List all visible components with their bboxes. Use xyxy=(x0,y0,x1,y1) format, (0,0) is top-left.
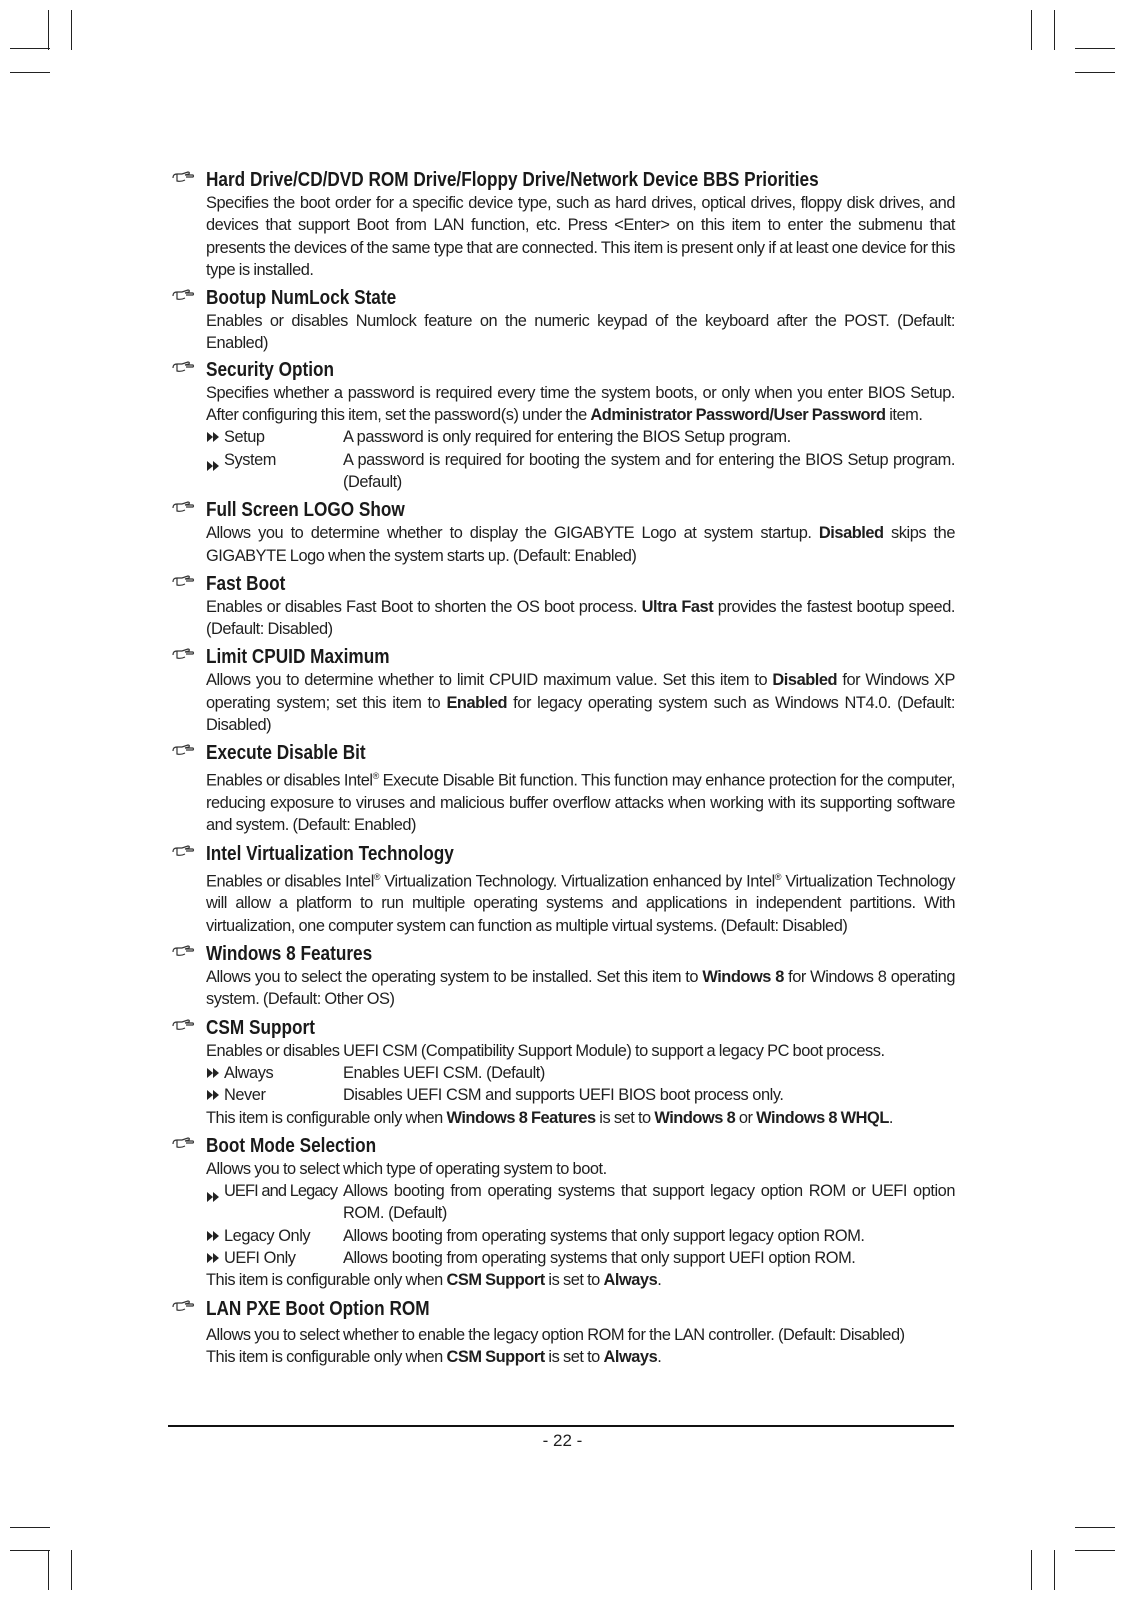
option-row: Setup A password is only required for entering the BIOS Setup program. xyxy=(206,426,955,448)
manual-content xyxy=(171,168,955,1371)
option-row: Legacy Only Allows booting from operating systems that only support legacy option ROM. xyxy=(206,1225,955,1247)
crop-mark xyxy=(1075,1550,1115,1551)
item-description: Enables or disables Intel® Execute Disable Bit function. This function may enhance protection for the computer, reducing exposure to viruses and malicious buffer overflow attacks when working with its supporting software and system. (Default: Enabled) xyxy=(206,771,955,835)
bios-item xyxy=(171,1297,955,1369)
item-title: CSM Support xyxy=(206,1016,315,1039)
pointing-hand-icon xyxy=(171,1135,195,1151)
crop-mark xyxy=(1075,48,1115,49)
pointing-hand-icon xyxy=(171,287,195,303)
item-note: This item is configurable only when Windows 8 Features is set to Windows 8 or Windows 8 WHQL. xyxy=(206,1108,894,1127)
item-title: Bootup NumLock State xyxy=(206,287,397,310)
double-arrow-icon xyxy=(206,426,224,448)
pointing-hand-icon xyxy=(171,169,195,185)
crop-mark xyxy=(1054,10,1055,50)
item-title: Boot Mode Selection xyxy=(206,1134,377,1157)
item-note: This item is configurable only when CSM Support is set to Always. xyxy=(206,1271,662,1290)
item-description: Specifies whether a password is required every time the system boots, or only when you enter BIOS Setup. After configuring this item, set the password(s) under the Administrator Password/User Password item. xyxy=(206,383,955,425)
item-description: Allows you to determine whether to limit CPUID maximum value. Set this item to Disabled for Windows XP operating system; set this item to Enabled for legacy operating system such as Windows NT4.0. (Default: Disabled) xyxy=(206,671,956,735)
pointing-hand-icon xyxy=(171,742,195,758)
crop-mark xyxy=(1031,10,1032,50)
option-row: System A password is required for booting the system and for entering the BIOS Setup program. (Default) xyxy=(206,449,955,494)
double-arrow-icon xyxy=(206,1247,224,1269)
crop-mark xyxy=(10,72,50,73)
item-description: Enables or disables Intel® Virtualization Technology. Virtualization enhanced by Intel® Virtualization Technology will allow a platform to run multiple operating systems and applications in independent partitions. With virtualization, one computer system can function as multiple virtual systems. (Default: Disabled) xyxy=(206,871,955,935)
bios-item xyxy=(171,168,955,281)
pointing-hand-icon xyxy=(171,646,195,662)
item-title: Execute Disable Bit xyxy=(206,742,366,765)
pointing-hand-icon xyxy=(171,843,195,859)
bios-item xyxy=(171,358,955,493)
item-title: Fast Boot xyxy=(206,572,286,595)
bios-item xyxy=(171,286,955,355)
crop-mark xyxy=(1031,1550,1032,1590)
item-title: Full Screen LOGO Show xyxy=(206,499,405,522)
pointing-hand-icon xyxy=(171,499,195,515)
item-title: Limit CPUID Maximum xyxy=(206,646,390,669)
crop-mark xyxy=(48,1550,49,1590)
double-arrow-icon xyxy=(206,1180,224,1208)
item-description: Specifies the boot order for a specific device type, such as hard drives, optical drives, floppy disk drives, and devices that support Boot from LAN function, etc. Press <Enter> on this item to enter the submenu that presents the devices of the same type that are connected. This item is present only if at least one device for this type is installed. xyxy=(206,194,955,279)
item-description: Allows you to determine whether to display the GIGABYTE Logo at system startup. Disabled skips the GIGABYTE Logo when the system starts up. (Default: Enabled) xyxy=(206,524,955,565)
item-description: Allows you to select which type of operating system to boot. xyxy=(206,1159,607,1178)
double-arrow-icon xyxy=(206,1225,224,1247)
crop-mark xyxy=(10,1550,50,1551)
crop-mark xyxy=(48,10,49,50)
bios-item xyxy=(171,572,955,641)
item-title: Security Option xyxy=(206,358,335,381)
bios-item xyxy=(171,1016,955,1129)
item-description: Enables or disables Fast Boot to shorten the OS boot process. Ultra Fast provides the fastest bootup speed. (Default: Disabled) xyxy=(206,597,955,639)
double-arrow-icon xyxy=(206,1062,224,1084)
item-description: Allows you to select the operating system to be installed. Set this item to Windows 8 for Windows 8 operating system. (Default: Other OS) xyxy=(206,968,955,1009)
bios-item xyxy=(171,741,955,836)
double-arrow-icon xyxy=(206,449,224,477)
double-arrow-icon xyxy=(206,1084,224,1106)
page-number: - 22 - xyxy=(542,1431,583,1450)
item-description: Enables or disables UEFI CSM (Compatibility Support Module) to support a legacy PC boot process. xyxy=(206,1041,885,1060)
bios-item xyxy=(171,645,955,736)
crop-mark xyxy=(10,1527,50,1528)
bios-item xyxy=(171,498,955,567)
crop-mark xyxy=(1054,1550,1055,1590)
item-description: Enables or disables Numlock feature on the numeric keypad of the keyboard after the POST. (Default: Enabled) xyxy=(206,312,955,353)
pointing-hand-icon xyxy=(171,1017,195,1033)
pointing-hand-icon xyxy=(171,359,195,375)
item-title: Hard Drive/CD/DVD ROM Drive/Floppy Drive/Network Device BBS Priorities xyxy=(206,169,819,191)
item-title: Intel Virtualization Technology xyxy=(206,842,454,865)
option-row: Always Enables UEFI CSM. (Default) xyxy=(206,1062,955,1084)
pointing-hand-icon xyxy=(171,573,195,589)
crop-mark xyxy=(1075,1527,1115,1528)
option-row: Never Disables UEFI CSM and supports UEFI BIOS boot process only. xyxy=(206,1084,955,1106)
bios-item xyxy=(171,842,955,937)
bios-item xyxy=(171,1134,955,1292)
crop-mark xyxy=(10,48,50,49)
crop-mark xyxy=(71,10,72,50)
footer-divider xyxy=(168,1425,954,1427)
item-title: LAN PXE Boot Option ROM xyxy=(206,1297,430,1320)
pointing-hand-icon xyxy=(171,1298,195,1314)
item-note: This item is configurable only when CSM Support is set to Always. xyxy=(206,1347,662,1366)
crop-mark xyxy=(71,1550,72,1590)
bios-item xyxy=(171,942,955,1011)
item-description: Allows you to select whether to enable the legacy option ROM for the LAN controller. (Default: Disabled) xyxy=(206,1325,905,1344)
item-title: Windows 8 Features xyxy=(206,943,373,966)
crop-mark xyxy=(1075,72,1115,73)
option-row: UEFI and Legacy Allows booting from operating systems that support legacy option ROM or UEFI option ROM. (Default) xyxy=(206,1180,955,1225)
option-row: UEFI Only Allows booting from operating systems that only support UEFI option ROM. xyxy=(206,1247,955,1269)
pointing-hand-icon xyxy=(171,943,195,959)
